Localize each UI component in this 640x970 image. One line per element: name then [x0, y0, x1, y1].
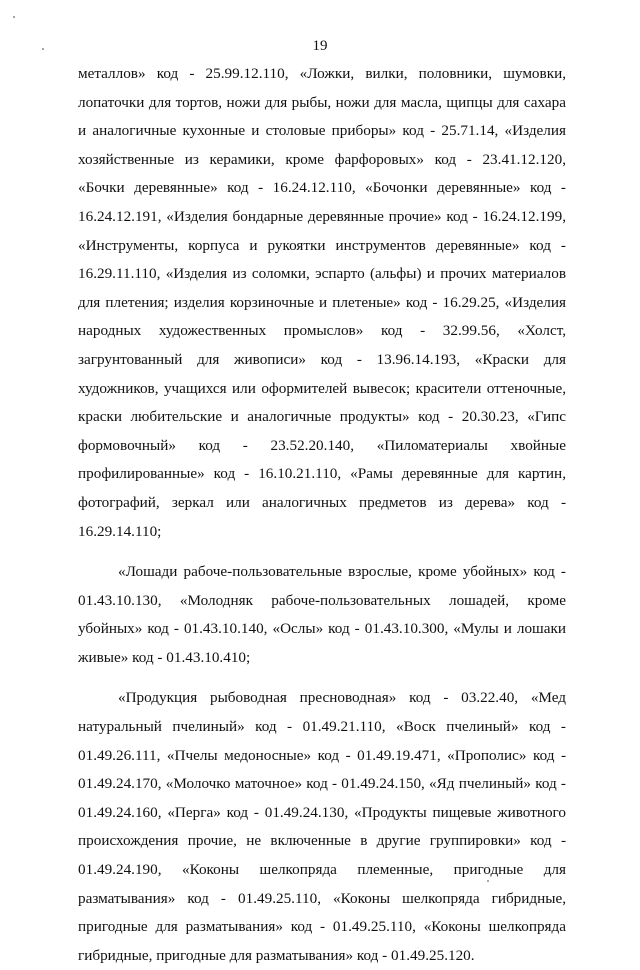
paragraph-horses: «Лошади рабоче-пользовательные взрослые, кроме убойных» код - 01.43.10.130, «Молодняк рабоче-пользовательных лошадей, кроме убойных» код - 01.43.10.140, «Ослы» код - 01.43.10.300, «Мулы и лошаки живые» код - 01.43.10.410; — [78, 563, 566, 666]
scan-speck — [487, 880, 489, 882]
scan-speck — [42, 48, 44, 50]
scan-speck — [13, 16, 15, 18]
document-body — [78, 60, 566, 970]
paragraph-continuation: металлов» код - 25.99.12.110, «Ложки, вилки, половники, шумовки, лопаточки для тортов, ножи для рыбы, ножи для масла, щипцы для сахара и аналогичные кухонные и столовые приборы» код - 25.71.14, «Изделия хозяйственные из керамики, кроме фарфоровых» код - 23.41.12.120, «Бочки деревянные» код - 16.24.12.110, «Бочонки деревянные» код - 16.24.12.191, «Изделия бондарные деревянные прочие» код - 16.24.12.199, «Инструменты, корпуса и рукоятки инструментов деревянные» код - 16.29.11.110, «Изделия из соломки, эспарто (альфы) и прочих материалов для плетения; изделия корзиночные и плетеные» код - 16.29.25, «Изделия народных художественных промыслов» код - 32.99.56, «Холст, загрунтованный для живописи» код - 13.96.14.193, «Краски для художников, учащихся или оформителей вывесок; красители оттеночные, краски любительские и аналогичные продукты» код - 20.30.23, «Гипс формовочный» код - 23.52.20.140, «Пиломатериалы хвойные профилированные» код - 16.10.21.110, «Рамы деревянные для картин, фотографий, зеркал или аналогичных предметов из дерева» код - 16.29.14.110; — [78, 65, 566, 540]
page-number: 19 — [312, 38, 328, 54]
paragraph-apiculture: «Продукция рыбоводная пресноводная» код - 03.22.40, «Мед натуральный пчелиный» код - 01.49.21.110, «Воск пчелиный» код - 01.49.26.111, «Пчелы медоносные» код - 01.49.19.471, «Прополис» код - 01.49.24.170, «Молочко маточное» код - 01.49.24.150, «Яд пчелиный» код - 01.49.24.160, «Перга» код - 01.49.24.130, «Продукты пищевые животного происхождения прочие, не включенные в другие группировки» код - 01.49.24.190, «Коконы шелкопряда племенные, пригодные для разматывания» код - 01.49.25.110, «Коконы шелкопряда гибридные, пригодные для разматывания» код - 01.49.25.110, «Коконы шелкопряда гибридные, пригодные для разматывания» код - 01.49.25.120. — [78, 689, 566, 964]
